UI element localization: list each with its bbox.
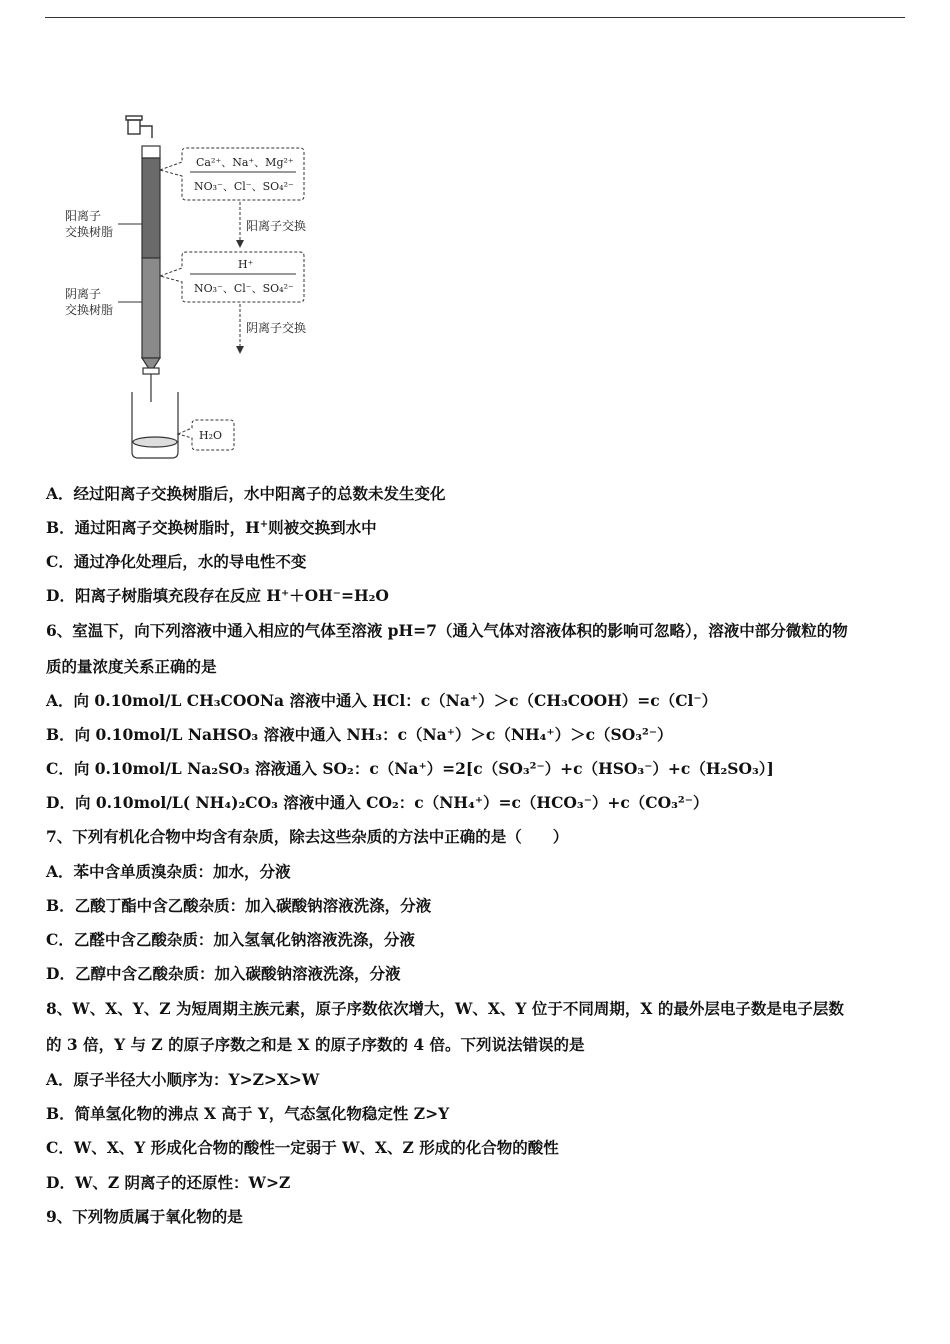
faucet-icon bbox=[126, 116, 152, 138]
resin-column bbox=[142, 146, 160, 402]
q8-option-d: D．W、Z 阴离子的还原性：W>Z bbox=[46, 1173, 291, 1192]
beaker bbox=[132, 392, 178, 458]
q8-option-c: C．W、X、Y 形成化合物的酸性一定弱于 W、X、Z 形成的化合物的酸性 bbox=[46, 1138, 559, 1157]
q7-option-b: B．乙酸丁酯中含乙酸杂质：加入碳酸钠溶液洗涤，分液 bbox=[46, 896, 432, 915]
water-label: H₂O bbox=[199, 429, 223, 442]
q8-stem-line2: 的 3 倍，Y 与 Z 的原子序数之和是 X 的原子序数的 4 倍。下列说法错误的是 bbox=[46, 1035, 585, 1054]
box2-anions: NO₃⁻、Cl⁻、SO₄²⁻ bbox=[194, 282, 294, 295]
cation-resin-label-1: 阳离子 bbox=[65, 209, 102, 223]
q6-option-c: C．向 0.10mol/L Na₂SO₃ 溶液通入 SO₂：c（Na⁺）=2[c（SO₃²⁻）+c（HSO₃⁻）+c（H₂SO₃）] bbox=[46, 759, 774, 778]
down-arrow-icon bbox=[236, 346, 244, 354]
cation-resin-label-2: 交换树脂 bbox=[65, 225, 114, 239]
q6-stem-line2: 质的量浓度关系正确的是 bbox=[46, 657, 217, 676]
q6-option-d: D．向 0.10mol/L( NH₄)₂CO₃ 溶液中通入 CO₂：c（NH₄⁺）=c（HCO₃⁻）+c（CO₃²⁻） bbox=[46, 793, 709, 812]
arrow1-label: 阳离子交换 bbox=[246, 219, 307, 233]
anion-resin-label-2: 交换树脂 bbox=[65, 303, 114, 317]
box1-cations: Ca²⁺、Na⁺、Mg²⁺ bbox=[196, 156, 294, 169]
q6-option-b: B．向 0.10mol/L NaHSO₃ 溶液中通入 NH₃：c（Na⁺）＞c（NH₄⁺）＞c（SO₃²⁻） bbox=[46, 725, 673, 744]
q6-option-a: A．向 0.10mol/L CH₃COONa 溶液中通入 HCl：c（Na⁺）＞c（CH₃COOH）=c（Cl⁻） bbox=[46, 691, 718, 710]
q7-option-d: D．乙醇中含乙酸杂质：加入碳酸钠溶液洗涤，分液 bbox=[46, 964, 401, 983]
box1-anions: NO₃⁻、Cl⁻、SO₄²⁻ bbox=[194, 180, 294, 193]
anion-resin-label-1: 阴离子 bbox=[65, 287, 102, 301]
ion-exchange-diagram bbox=[60, 112, 320, 467]
box2-cations: H⁺ bbox=[238, 258, 254, 271]
q7-option-a: A．苯中含单质溴杂质：加水，分液 bbox=[46, 862, 291, 881]
arrow2-label: 阴离子交换 bbox=[246, 321, 307, 335]
q9-stem: 9、下列物质属于氧化物的是 bbox=[46, 1207, 243, 1226]
q8-option-b: B．简单氢化物的沸点 X 高于 Y，气态氢化物稳定性 Z>Y bbox=[46, 1104, 450, 1123]
q5-option-c: C．通过净化处理后，水的导电性不变 bbox=[46, 552, 307, 571]
q5-option-a: A．经过阳离子交换树脂后，水中阳离子的总数未发生变化 bbox=[46, 484, 446, 503]
header-rule bbox=[45, 17, 905, 18]
q8-option-a: A．原子半径大小顺序为：Y>Z>X>W bbox=[46, 1070, 320, 1089]
q5-option-d: D．阳离子树脂填充段存在反应 H⁺＋OH⁻=H₂O bbox=[46, 586, 389, 605]
q6-stem-line1: 6、室温下，向下列溶液中通入相应的气体至溶液 pH=7（通入气体对溶液体积的影响可忽略），溶液中部分微粒的物 bbox=[46, 621, 848, 640]
q7-option-c: C．乙醛中含乙酸杂质：加入氢氧化钠溶液洗涤，分液 bbox=[46, 930, 415, 949]
q8-stem-line1: 8、W、X、Y、Z 为短周期主族元素，原子序数依次增大，W、X、Y 位于不同周期，X 的最外层电子数是电子层数 bbox=[46, 999, 844, 1018]
q7-stem: 7、下列有机化合物中均含有杂质，除去这些杂质的方法中正确的是（ ） bbox=[46, 827, 569, 846]
down-arrow-icon bbox=[236, 240, 244, 248]
q5-option-b: B．通过阳离子交换树脂时，H+则被交换到水中 bbox=[46, 518, 377, 537]
